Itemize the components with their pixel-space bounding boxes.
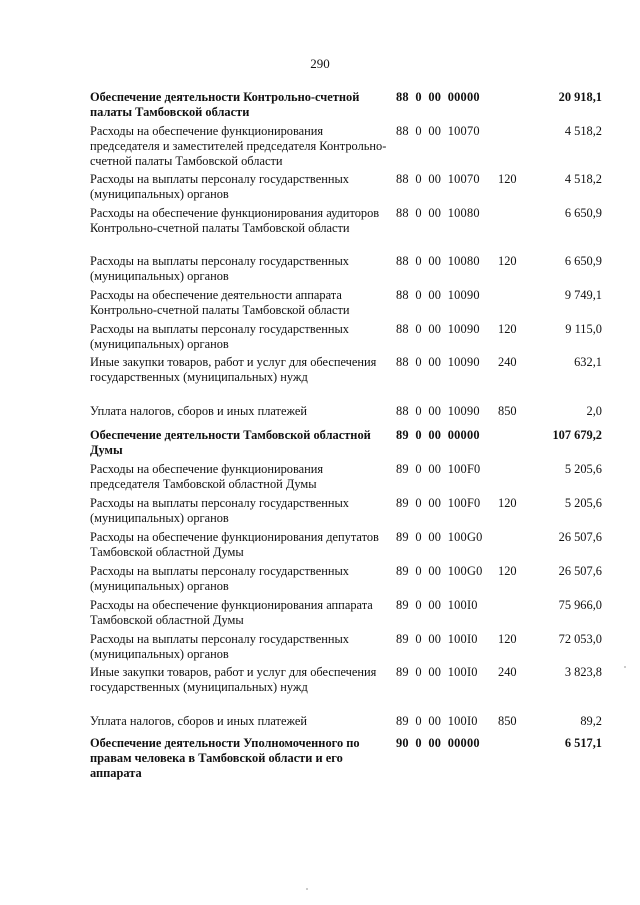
row-amount: 5 205,6	[564, 496, 602, 510]
row-code: 88 0 00 10080	[396, 254, 480, 268]
row-name: Расходы на обеспечение функционирования аудиторов Контрольно-счетной палаты Тамбовской области	[90, 206, 380, 235]
row-name: Расходы на выплаты персоналу государственных (муниципальных) органов	[90, 322, 349, 351]
row-code: 89 0 00 100G0	[396, 564, 483, 578]
row-amount: 6 650,9	[564, 254, 602, 268]
row-code: 88 0 00 10090	[396, 322, 480, 336]
row-code: 89 0 00 100F0	[396, 462, 481, 476]
row-expense-type: 240	[498, 665, 517, 679]
row-code: 88 0 00 10090	[396, 288, 480, 302]
row-code: 89 0 00 100I0	[396, 632, 478, 646]
row-amount: 6 650,9	[564, 206, 602, 220]
row-code: 89 0 00 100F0	[396, 496, 481, 510]
row-amount: 5 205,6	[564, 462, 602, 476]
row-name: Расходы на выплаты персоналу государственных (муниципальных) органов	[90, 496, 349, 525]
row-amount: 75 966,0	[558, 598, 602, 612]
row-code: 88 0 00 10070	[396, 124, 480, 138]
row-amount: 9 749,1	[564, 288, 602, 302]
row-name: Уплата налогов, сборов и иных платежей	[90, 404, 308, 418]
row-expense-type: 850	[498, 404, 517, 418]
row-name: Обеспечение деятельности Тамбовской областной Думы	[90, 428, 371, 457]
row-expense-type: 120	[498, 564, 517, 578]
row-amount: 6 517,1	[564, 736, 602, 750]
row-name: Расходы на выплаты персоналу государственных (муниципальных) органов	[90, 254, 349, 283]
row-expense-type: 120	[498, 254, 517, 268]
row-amount: 20 918,1	[558, 90, 602, 104]
row-amount: 4 518,2	[564, 124, 602, 138]
row-amount: 26 507,6	[558, 530, 602, 544]
row-amount: 26 507,6	[558, 564, 602, 578]
row-name: Уплата налогов, сборов и иных платежей	[90, 714, 308, 728]
row-amount: 3 823,8	[564, 665, 602, 679]
scan-mark	[306, 888, 308, 890]
row-name: Расходы на обеспечение функционирования председателя и заместителей председателя Контрольно-счетной палаты Тамбовской области	[90, 124, 387, 168]
row-amount: 2,0	[586, 404, 602, 418]
row-code: 89 0 00 100G0	[396, 530, 483, 544]
row-expense-type: 850	[498, 714, 517, 728]
row-expense-type: 120	[498, 172, 517, 186]
row-amount: 9 115,0	[565, 322, 602, 336]
row-code: 88 0 00 10090	[396, 355, 480, 369]
row-expense-type: 120	[498, 496, 517, 510]
row-code: 89 0 00 100I0	[396, 714, 478, 728]
row-expense-type: 120	[498, 322, 517, 336]
row-code: 88 0 00 10070	[396, 172, 480, 186]
row-name: Расходы на обеспечение функционирования председателя Тамбовской областной Думы	[90, 462, 324, 491]
row-amount: 4 518,2	[564, 172, 602, 186]
scan-mark	[624, 666, 626, 668]
row-code: 89 0 00 100I0	[396, 665, 478, 679]
row-expense-type: 240	[498, 355, 517, 369]
row-amount: 632,1	[574, 355, 602, 369]
row-name: Расходы на выплаты персоналу государственных (муниципальных) органов	[90, 632, 349, 661]
row-code: 89 0 00 00000	[396, 428, 480, 442]
row-name: Иные закупки товаров, работ и услуг для обеспечения государственных (муниципальных) нужд	[90, 665, 377, 694]
row-name: Обеспечение деятельности Контрольно-счетной палаты Тамбовской области	[90, 90, 360, 119]
row-name: Иные закупки товаров, работ и услуг для обеспечения государственных (муниципальных) нужд	[90, 355, 377, 384]
row-code: 88 0 00 10090	[396, 404, 480, 418]
row-name: Расходы на обеспечение функционирования аппарата Тамбовской областной Думы	[90, 598, 373, 627]
row-code: 88 0 00 00000	[396, 90, 480, 104]
row-code: 90 0 00 00000	[396, 736, 480, 750]
row-expense-type: 120	[498, 632, 517, 646]
row-name: Расходы на выплаты персоналу государственных (муниципальных) органов	[90, 564, 349, 593]
row-amount: 72 053,0	[558, 632, 602, 646]
row-name: Расходы на обеспечение функционирования депутатов Тамбовской областной Думы	[90, 530, 379, 559]
row-amount: 89,2	[580, 714, 602, 728]
row-name: Расходы на обеспечение деятельности аппарата Контрольно-счетной палаты Тамбовской области	[90, 288, 350, 317]
row-code: 89 0 00 100I0	[396, 598, 478, 612]
row-code: 88 0 00 10080	[396, 206, 480, 220]
row-name: Обеспечение деятельности Уполномоченного по правам человека в Тамбовской области и его аппарата	[90, 736, 360, 780]
row-name: Расходы на выплаты персоналу государственных (муниципальных) органов	[90, 172, 349, 201]
row-amount: 107 679,2	[552, 428, 602, 442]
page-number: 290	[310, 56, 330, 71]
